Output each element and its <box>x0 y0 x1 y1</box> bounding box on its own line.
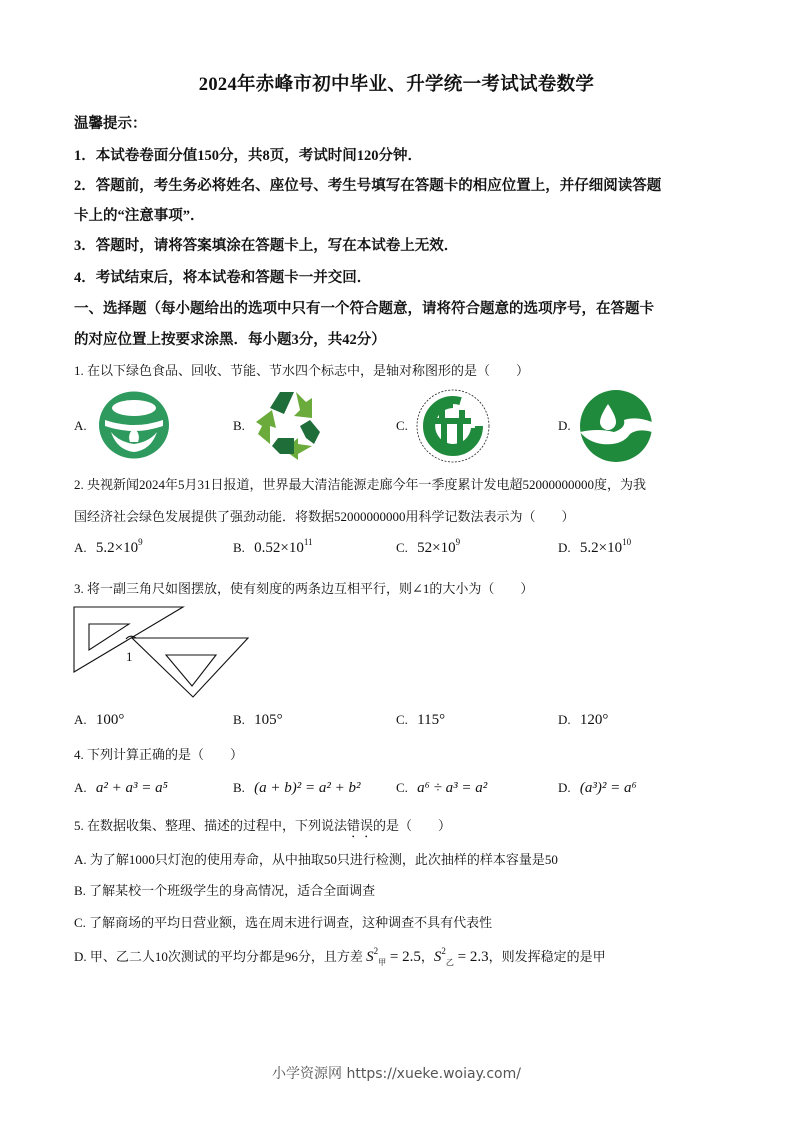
question-number: 1. <box>74 363 84 378</box>
option-value: 100° <box>95 712 125 728</box>
q2-option-a[interactable] <box>74 537 143 557</box>
question-3-stem <box>74 578 533 597</box>
option-exponent: 11 <box>303 537 313 547</box>
option-text-end: ，则发挥稳定的是甲 <box>488 949 606 964</box>
question-2-stem-cont: 国经济社会绿色发展提供了强劲动能．将数据52000000000用科学记数法表示为（ ） <box>74 509 575 524</box>
notice-3: 3．答题时，请将答案填涂在答题卡上，写在本试卷上无效． <box>74 238 459 254</box>
question-number: 2. <box>74 477 84 492</box>
q5-option-d[interactable]: D. 甲、乙二人10次测试的平均分都是96分，且方差 $S^2_甲 = 2.5$，$S^2_乙 = 2.3$，则发挥稳定的是甲 <box>74 946 606 967</box>
option-label: D. <box>74 949 87 964</box>
option-label: B. <box>233 712 245 727</box>
q1-option-b-label: B. <box>233 418 245 433</box>
option-text: 甲、乙二人10次测试的平均分都是96分，且方差 <box>89 949 363 964</box>
q5-option-a[interactable] <box>74 849 558 868</box>
option-label: B. <box>74 883 86 898</box>
q1-option-d-label: D. <box>558 418 571 433</box>
recycle-logo-icon <box>254 388 328 462</box>
variance-yi-value: = 2.3 <box>457 949 489 965</box>
energy-saving-logo-icon <box>415 388 491 464</box>
variance-subscript-yi: 乙 <box>445 958 454 967</box>
question-5-stem <box>74 815 451 841</box>
q2-option-b[interactable] <box>233 537 313 557</box>
question-text-end: 的是（ ） <box>373 818 452 833</box>
option-exponent: 10 <box>622 537 632 547</box>
page-title: 2024年赤峰市初中毕业、升学统一考试试卷数学 <box>198 75 595 95</box>
option-value: 105° <box>254 712 283 728</box>
option-expression: a⁶ ÷ a³ = a² <box>417 780 488 796</box>
question-text: 在以下绿色食品、回收、节能、节水四个标志中，是轴对称图形的是（ ） <box>87 363 530 378</box>
separator: ， <box>420 949 434 964</box>
section-heading-cont: 的对应位置上按要求涂黑．每小题3分，共42分） <box>74 332 386 348</box>
option-text: 了解商场的平均日营业额，选在周末进行调查，这种调查不具有代表性 <box>89 915 493 930</box>
option-label: A. <box>74 780 87 795</box>
variance-subscript-jia: 甲 <box>378 958 387 967</box>
option-text: 了解某校一个班级学生的身高情况，适合全面调查 <box>89 883 376 898</box>
option-text: 为了解1000只灯泡的使用寿命，从中抽取50只进行检测，此次抽样的样本容量是50 <box>89 852 558 867</box>
option-label: B. <box>233 540 245 555</box>
question-number: 5. <box>74 818 84 833</box>
q4-option-b[interactable] <box>233 780 361 797</box>
q1-option-c-label: C. <box>396 418 408 433</box>
q2-option-d[interactable] <box>558 537 632 557</box>
option-expression: a² + a³ = a⁵ <box>95 780 168 796</box>
option-label: C. <box>396 780 408 795</box>
notice-2: 2．答题前，考生务必将姓名、座位号、考生号填写在答题卡的相应位置上，并仔细阅读答题 <box>74 178 662 194</box>
option-label: A. <box>74 712 87 727</box>
option-value: 5.2×10 <box>579 540 623 556</box>
option-label: B. <box>233 780 245 795</box>
notice-heading: 温馨提示： <box>74 116 147 132</box>
option-label: C. <box>396 540 408 555</box>
green-food-logo-icon <box>97 390 171 460</box>
q5-option-b[interactable] <box>74 880 375 899</box>
option-exponent: 9 <box>138 537 143 547</box>
option-value: 120° <box>579 712 609 728</box>
set-squares-figure <box>70 603 255 703</box>
option-label: D. <box>558 712 571 727</box>
water-saving-logo-icon <box>578 388 654 464</box>
option-expression: (a³)² = a⁶ <box>579 780 637 796</box>
question-text: 在数据收集、整理、描述的过程中，下列说法 <box>87 818 348 833</box>
question-text: 将一副三角尺如图摆放，使有刻度的两条边互相平行，则∠1的大小为（ ） <box>87 581 534 596</box>
q5-option-c[interactable] <box>74 912 492 931</box>
notice-1: 1．本试卷卷面分值150分，共8页，考试时间120分钟． <box>74 148 422 164</box>
q3-option-c[interactable] <box>396 712 445 729</box>
q3-option-b[interactable] <box>233 712 283 729</box>
option-label: C. <box>74 915 86 930</box>
option-expression: (a + b)² = a² + b² <box>254 780 361 796</box>
q4-option-c[interactable] <box>396 780 487 797</box>
q3-option-d[interactable] <box>558 712 608 729</box>
q1-option-a-label: A. <box>74 418 87 433</box>
footer-watermark: 小学资源网 https://xueke.woiay.com/ <box>272 1066 521 1082</box>
notice-2-cont: 卡上的“注意事项”． <box>74 208 205 224</box>
q4-option-a[interactable] <box>74 780 168 797</box>
option-label: C. <box>396 712 408 727</box>
q3-option-a[interactable] <box>74 712 124 729</box>
section-heading: 一、选择题（每小题给出的选项中只有一个符合题意，请将符合题意的选项序号，在答题卡 <box>74 301 654 317</box>
option-value: 5.2×10 <box>95 540 139 556</box>
option-label: A. <box>74 540 87 555</box>
q2-option-c[interactable] <box>396 537 461 557</box>
question-number: 4. <box>74 747 84 762</box>
question-number: 3. <box>74 581 84 596</box>
option-exponent: 9 <box>455 537 461 547</box>
option-label: D. <box>558 540 571 555</box>
option-value: 52×10 <box>417 540 456 556</box>
q4-option-d[interactable] <box>558 780 637 797</box>
question-text: 下列计算正确的是（ ） <box>87 747 244 762</box>
notice-4: 4．考试结束后，将本试卷和答题卡一并交回． <box>74 270 372 286</box>
option-label: D. <box>558 780 571 795</box>
question-4-stem <box>74 744 243 763</box>
question-text: 央视新闻2024年5月31日报道，世界最大清洁能源走廊今年一季度累计发电超52000000000度，为我 <box>87 477 647 492</box>
option-value: 115° <box>417 712 446 728</box>
question-1-stem <box>74 360 529 379</box>
question-emphasis: 错误 <box>347 818 374 833</box>
variance-jia-value: = 2.5 <box>389 949 421 965</box>
option-label: A. <box>74 852 87 867</box>
option-value: 0.52×10 <box>254 540 304 556</box>
angle-label: 1 <box>126 649 133 664</box>
question-2-stem <box>74 474 646 493</box>
